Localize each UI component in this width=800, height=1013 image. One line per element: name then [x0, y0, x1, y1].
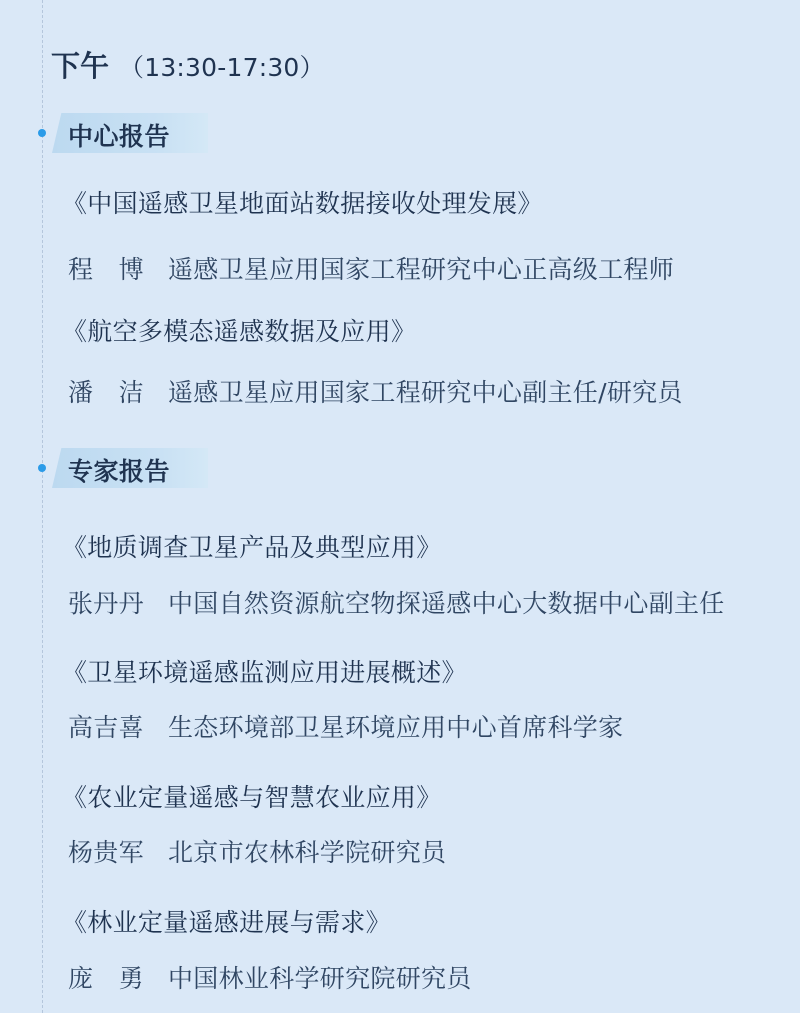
section-label: 专家报告	[68, 457, 171, 486]
speaker-line	[68, 708, 623, 744]
speaker-line	[68, 959, 472, 995]
speaker-affiliation: 遥感卫星应用国家工程研究中心副主任/研究员	[168, 378, 683, 407]
speaker-name: 庞 勇	[68, 964, 144, 993]
report-title: 《中国遥感卫星地面站数据接收处理发展》	[62, 189, 543, 218]
session-heading	[51, 44, 325, 94]
bullet-dot-icon	[38, 464, 46, 472]
report-title: 《林业定量遥感进展与需求》	[62, 908, 391, 937]
report-title: 《农业定量遥感与智慧农业应用》	[62, 783, 442, 812]
report-title: 《卫星环境遥感监测应用进展概述》	[62, 658, 467, 687]
session-time: （13:30-17:30）	[119, 53, 325, 82]
speaker-line	[68, 584, 725, 620]
report-title: 《航空多模态遥感数据及应用》	[62, 317, 417, 346]
speaker-name: 高吉喜	[68, 713, 144, 742]
section-header-center-reports	[38, 113, 298, 155]
speaker-line	[68, 250, 674, 286]
speaker-affiliation: 中国林业科学研究院研究员	[168, 964, 472, 993]
report-title: 《地质调查卫星产品及典型应用》	[62, 533, 442, 562]
speaker-name: 杨贵军	[68, 838, 144, 867]
speaker-name: 潘 洁	[68, 378, 144, 407]
speaker-affiliation: 中国自然资源航空物探遥感中心大数据中心副主任	[168, 589, 725, 618]
bullet-dot-icon	[38, 129, 46, 137]
section-header-expert-reports	[38, 448, 298, 490]
speaker-line	[68, 373, 683, 409]
speaker-line	[68, 833, 446, 869]
speaker-affiliation: 生态环境部卫星环境应用中心首席科学家	[168, 713, 624, 742]
section-label: 中心报告	[68, 122, 171, 151]
speaker-name: 张丹丹	[68, 589, 144, 618]
speaker-affiliation: 北京市农林科学院研究员	[168, 838, 447, 867]
session-title: 下午	[51, 49, 110, 83]
speaker-affiliation: 遥感卫星应用国家工程研究中心正高级工程师	[168, 255, 675, 284]
speaker-name: 程 博	[68, 255, 144, 284]
